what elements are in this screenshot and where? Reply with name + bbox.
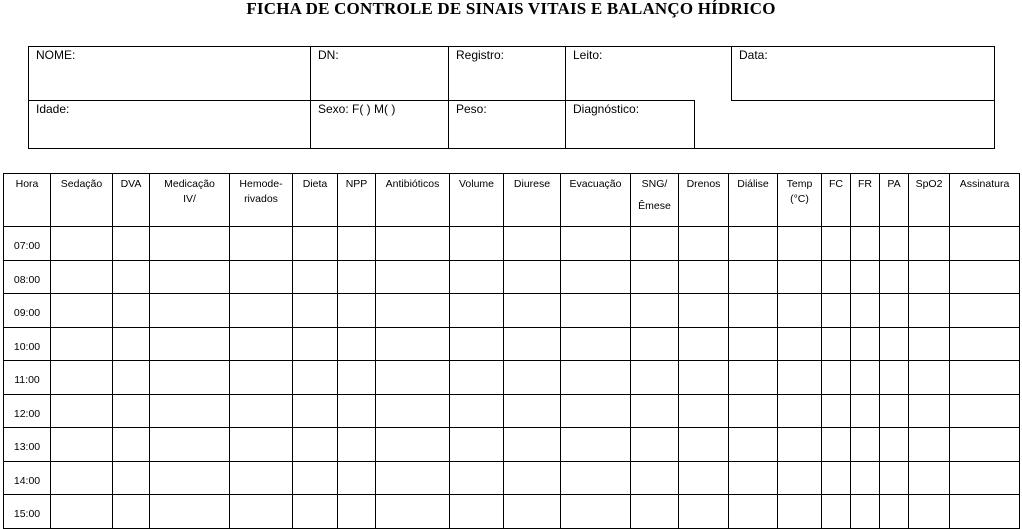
entry-cell[interactable] [51,428,113,462]
entry-cell[interactable] [338,327,376,361]
entry-cell[interactable] [504,361,561,395]
entry-cell[interactable] [450,394,504,428]
entry-cell[interactable] [631,394,679,428]
entry-cell[interactable] [150,495,230,529]
entry-cell[interactable] [338,394,376,428]
column-header [631,174,679,227]
column-header-label: Drenos [686,178,721,190]
entry-cell[interactable] [293,461,338,495]
entry-cell[interactable] [679,495,729,529]
column-header [504,174,561,227]
entry-cell[interactable] [729,495,778,529]
entry-cell[interactable] [880,294,909,328]
hour-cell: 09:00 [4,294,51,328]
entry-cell[interactable] [729,294,778,328]
entry-cell[interactable] [729,227,778,261]
column-header-label: PA [887,178,901,190]
entry-cell[interactable] [909,361,950,395]
entry-cell[interactable] [450,495,504,529]
column-header [778,174,822,227]
entry-cell[interactable] [729,327,778,361]
column-header-label: NPP [345,178,368,190]
entry-cell[interactable] [631,294,679,328]
entry-cell[interactable] [51,294,113,328]
entry-cell[interactable] [230,327,293,361]
column-header [679,174,729,227]
column-header-label: Medicação [164,178,215,190]
entry-cell[interactable] [880,227,909,261]
column-header-label: Hora [15,178,39,190]
column-header-label: IV/ [183,193,196,205]
entry-cell[interactable] [679,394,729,428]
column-header-label: Dieta [302,178,328,190]
entry-cell[interactable] [338,495,376,529]
entry-cell[interactable] [450,461,504,495]
table-row [4,260,1020,294]
entry-cell[interactable] [822,327,851,361]
entry-cell[interactable] [561,260,631,294]
entry-cell[interactable] [729,394,778,428]
diagnostico-field[interactable]: Diagnóstico: [573,102,640,116]
entry-cell[interactable] [51,461,113,495]
entry-cell[interactable] [880,461,909,495]
entry-cell[interactable] [631,227,679,261]
entry-cell[interactable] [851,495,880,529]
column-header-label: Temp [786,178,813,190]
entry-cell[interactable] [293,495,338,529]
entry-cell[interactable] [880,428,909,462]
entry-cell[interactable] [150,394,230,428]
entry-cell[interactable] [504,327,561,361]
hour-cell: 11:00 [4,361,51,395]
column-header [150,174,230,227]
entry-cell[interactable] [293,294,338,328]
entry-cell[interactable] [778,260,822,294]
entry-cell[interactable] [293,260,338,294]
entry-cell[interactable] [950,461,1020,495]
column-header-label: rivados [244,193,278,205]
entry-cell[interactable] [450,294,504,328]
entry-cell[interactable] [450,260,504,294]
column-header-label: SpO2 [915,178,943,190]
entry-cell[interactable] [450,327,504,361]
entry-cell[interactable] [851,428,880,462]
column-header [851,174,880,227]
entry-cell[interactable] [113,495,150,529]
data-field[interactable]: Data: [739,48,768,62]
entry-cell[interactable] [851,394,880,428]
entry-cell[interactable] [909,461,950,495]
column-header [113,174,150,227]
entry-cell[interactable] [504,461,561,495]
table-row [4,327,1020,361]
hour-cell: 07:00 [4,227,51,261]
entry-cell[interactable] [950,394,1020,428]
column-header [450,174,504,227]
table-row [4,294,1020,328]
hour-cell: 08:00 [4,260,51,294]
table-row [4,227,1020,261]
entry-cell[interactable] [504,428,561,462]
entry-cell[interactable] [150,227,230,261]
entry-cell[interactable] [822,227,851,261]
entry-cell[interactable] [880,327,909,361]
table-header-row [4,174,1020,227]
entry-cell[interactable] [293,227,338,261]
entry-cell[interactable] [230,394,293,428]
entry-cell[interactable] [909,327,950,361]
entry-cell[interactable] [729,361,778,395]
entry-cell[interactable] [822,428,851,462]
entry-cell[interactable] [679,294,729,328]
nome-field[interactable]: NOME: [36,48,76,62]
column-header-label: Assinatura [959,178,1010,190]
column-header [51,174,113,227]
patient-info-box [28,46,995,149]
entry-cell[interactable] [561,327,631,361]
column-header [338,174,376,227]
entry-cell[interactable] [338,361,376,395]
entry-cell[interactable] [729,428,778,462]
entry-cell[interactable] [51,327,113,361]
entry-cell[interactable] [822,461,851,495]
entry-cell[interactable] [293,361,338,395]
entry-cell[interactable] [293,327,338,361]
entry-cell[interactable] [880,394,909,428]
entry-cell[interactable] [851,294,880,328]
peso-field[interactable]: Peso: [456,102,487,116]
entry-cell[interactable] [679,227,729,261]
sexo-field[interactable]: Sexo: F( ) M( ) [318,102,396,116]
entry-cell[interactable] [880,495,909,529]
table-row [4,495,1020,529]
entry-cell[interactable] [450,428,504,462]
entry-cell[interactable] [778,327,822,361]
registro-field[interactable]: Registro: [456,48,505,62]
entry-cell[interactable] [504,260,561,294]
entry-cell[interactable] [51,227,113,261]
entry-cell[interactable] [376,260,450,294]
entry-cell[interactable] [51,495,113,529]
entry-cell[interactable] [822,260,851,294]
entry-cell[interactable] [851,227,880,261]
column-header [561,174,631,227]
entry-cell[interactable] [679,461,729,495]
entry-cell[interactable] [950,260,1020,294]
entry-cell[interactable] [851,260,880,294]
column-header-label: Antibióticos [385,178,440,190]
entry-cell[interactable] [150,428,230,462]
entry-cell[interactable] [851,461,880,495]
entry-cell[interactable] [338,260,376,294]
entry-cell[interactable] [631,327,679,361]
entry-cell[interactable] [950,428,1020,462]
entry-cell[interactable] [822,394,851,428]
entry-cell[interactable] [822,294,851,328]
hour-cell: 10:00 [4,327,51,361]
entry-cell[interactable] [851,361,880,395]
entry-cell[interactable] [150,461,230,495]
entry-cell[interactable] [822,361,851,395]
entry-cell[interactable] [450,227,504,261]
entry-cell[interactable] [338,227,376,261]
entry-cell[interactable] [561,361,631,395]
entry-cell[interactable] [230,495,293,529]
entry-cell[interactable] [679,327,729,361]
table-row [4,394,1020,428]
idade-field[interactable]: Idade: [36,102,70,116]
entry-cell[interactable] [880,260,909,294]
entry-cell[interactable] [293,394,338,428]
entry-cell[interactable] [561,461,631,495]
entry-cell[interactable] [150,361,230,395]
form-title: FICHA DE CONTROLE DE SINAIS VITAIS E BALANÇO HÍDRICO [246,0,776,18]
column-header [909,174,950,227]
entry-cell[interactable] [230,461,293,495]
entry-cell[interactable] [51,260,113,294]
entry-cell[interactable] [113,361,150,395]
entry-cell[interactable] [561,227,631,261]
entry-cell[interactable] [230,361,293,395]
hour-cell: 15:00 [4,495,51,529]
entry-cell[interactable] [631,461,679,495]
table-row [4,461,1020,495]
entry-cell[interactable] [778,227,822,261]
entry-cell[interactable] [909,227,950,261]
column-header-label: Diurese [513,178,551,190]
column-header [729,174,778,227]
entry-cell[interactable] [113,428,150,462]
entry-cell[interactable] [113,327,150,361]
column-header-label: Sedação [60,178,103,190]
entry-cell[interactable] [909,260,950,294]
entry-cell[interactable] [561,428,631,462]
entry-cell[interactable] [51,361,113,395]
entry-cell[interactable] [150,327,230,361]
entry-cell[interactable] [230,294,293,328]
entry-cell[interactable] [950,294,1020,328]
column-header-label: Volume [458,178,495,190]
entry-cell[interactable] [679,428,729,462]
entry-cell[interactable] [338,294,376,328]
entry-cell[interactable] [376,227,450,261]
entry-cell[interactable] [851,327,880,361]
entry-cell[interactable] [778,428,822,462]
column-header-label: Diálise [737,178,769,190]
entry-cell[interactable] [376,461,450,495]
entry-cell[interactable] [230,428,293,462]
entry-cell[interactable] [113,227,150,261]
column-header-label: (°C) [790,193,809,205]
table-row [4,361,1020,395]
entry-cell[interactable] [679,260,729,294]
entry-cell[interactable] [113,294,150,328]
column-header [822,174,851,227]
entry-cell[interactable] [778,394,822,428]
entry-cell[interactable] [880,361,909,395]
diagnostico-value-field[interactable] [694,100,994,148]
entry-cell[interactable] [338,428,376,462]
entry-cell[interactable] [729,461,778,495]
entry-cell[interactable] [230,260,293,294]
entry-cell[interactable] [679,361,729,395]
entry-cell[interactable] [909,294,950,328]
entry-cell[interactable] [376,428,450,462]
entry-cell[interactable] [561,495,631,529]
column-header [880,174,909,227]
entry-cell[interactable] [909,495,950,529]
entry-cell[interactable] [376,495,450,529]
entry-cell[interactable] [950,327,1020,361]
entry-cell[interactable] [113,260,150,294]
hour-cell: 12:00 [4,394,51,428]
entry-cell[interactable] [729,260,778,294]
column-header [376,174,450,227]
column-header [950,174,1020,227]
hour-cell: 14:00 [4,461,51,495]
leito-field[interactable]: Leito: [573,48,603,62]
hour-cell: 13:00 [4,428,51,462]
entry-cell[interactable] [778,294,822,328]
entry-cell[interactable] [150,260,230,294]
column-header-label: DVA [120,178,142,190]
entry-cell[interactable] [631,361,679,395]
entry-cell[interactable] [822,495,851,529]
entry-cell[interactable] [778,495,822,529]
column-header-label: FR [858,178,872,190]
entry-cell[interactable] [450,361,504,395]
entry-cell[interactable] [504,394,561,428]
column-header-label: Evacuação [569,178,622,190]
column-header-label: SNG/ [641,178,668,190]
vitals-table [3,173,1020,529]
column-header [4,174,51,227]
entry-cell[interactable] [909,428,950,462]
entry-cell[interactable] [376,294,450,328]
entry-cell[interactable] [113,461,150,495]
entry-cell[interactable] [338,461,376,495]
entry-cell[interactable] [376,361,450,395]
column-header-label: Hemode- [239,178,283,190]
entry-cell[interactable] [504,294,561,328]
entry-cell[interactable] [504,227,561,261]
entry-cell[interactable] [631,428,679,462]
column-header-label: Êmese [638,200,671,212]
entry-cell[interactable] [376,394,450,428]
entry-cell[interactable] [113,394,150,428]
entry-cell[interactable] [504,495,561,529]
entry-cell[interactable] [51,394,113,428]
entry-cell[interactable] [950,361,1020,395]
column-header [293,174,338,227]
column-header-label: FC [829,178,843,190]
entry-cell[interactable] [561,394,631,428]
entry-cell[interactable] [631,495,679,529]
entry-cell[interactable] [150,294,230,328]
entry-cell[interactable] [778,361,822,395]
entry-cell[interactable] [950,227,1020,261]
entry-cell[interactable] [561,294,631,328]
entry-cell[interactable] [631,260,679,294]
entry-cell[interactable] [909,394,950,428]
entry-cell[interactable] [950,495,1020,529]
entry-cell[interactable] [376,327,450,361]
entry-cell[interactable] [778,461,822,495]
entry-cell[interactable] [230,227,293,261]
entry-cell[interactable] [293,428,338,462]
table-row [4,428,1020,462]
column-header [230,174,293,227]
dn-field[interactable]: DN: [318,48,339,62]
